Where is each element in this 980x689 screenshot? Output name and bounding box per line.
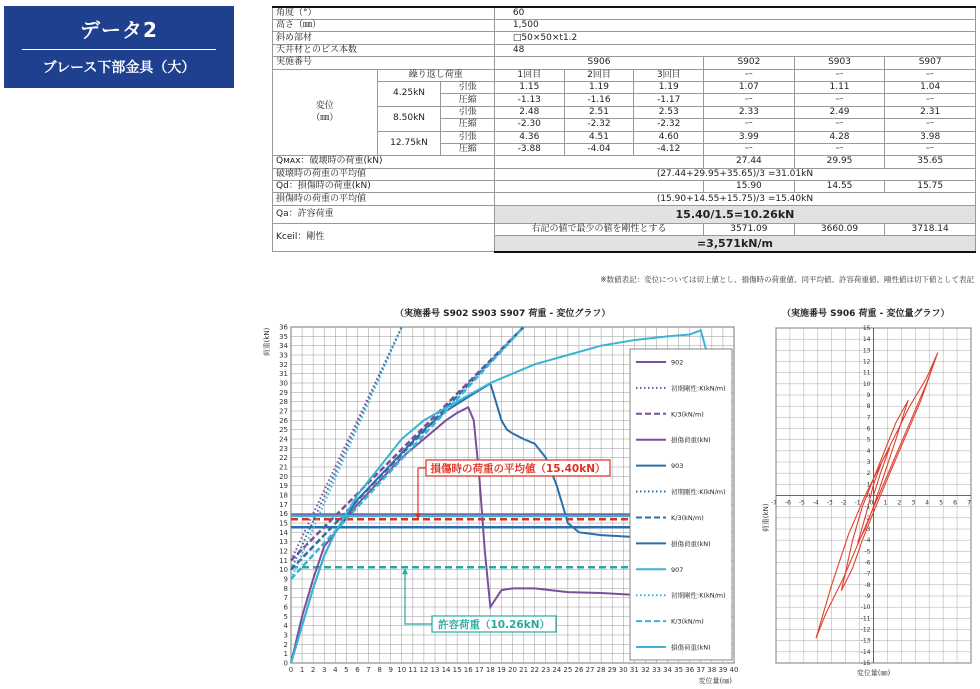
qmax-avg-value: (27.44+29.95+35.65)/3 =31.01kN — [494, 168, 975, 180]
table-cell: ー — [794, 143, 885, 155]
x-tick-label: 38 — [707, 666, 717, 674]
table-cell: ー — [704, 143, 795, 155]
x-tick-label: 30 — [618, 666, 628, 674]
qmax-value: 29.95 — [794, 156, 885, 168]
y-tick-label: 17 — [279, 500, 288, 509]
table-cell: 1.19 — [634, 81, 704, 93]
y-tick-label: 7 — [283, 594, 288, 603]
x-tick-label: 9 — [388, 666, 393, 674]
x-tick-label: 26 — [574, 666, 584, 674]
spec-value: 48 — [494, 44, 975, 56]
y-tick-label: 34 — [279, 342, 288, 351]
y-tick-label: 27 — [279, 407, 288, 416]
table-cell: 3.98 — [885, 131, 976, 143]
y-tick-label: 9 — [866, 392, 871, 399]
y-tick-label: -10 — [860, 604, 871, 612]
table-cell: ー — [794, 69, 885, 81]
qa-value: 15.40/1.5=10.26kN — [494, 205, 975, 223]
y-tick-label: -8 — [864, 581, 871, 589]
x-tick-label: 14 — [441, 666, 451, 674]
x-tick-label: -4 — [812, 499, 819, 507]
x-tick-label: 3 — [321, 666, 327, 674]
y-tick-label: -2 — [864, 514, 871, 522]
legend-entry: K/3(kN/m) — [671, 617, 704, 626]
legend-entry: 初期剛性:K(kN/m) — [671, 591, 726, 600]
table-cell: 3.99 — [704, 131, 795, 143]
annotation-allow-load: 許容荷重（10.26kN） — [438, 619, 550, 631]
x-tick-label: 17 — [474, 666, 484, 674]
round-header: 1回目 — [494, 69, 564, 81]
qd-value: 14.55 — [794, 181, 885, 193]
qd-value: 15.75 — [885, 181, 976, 193]
y-tick-label: 25 — [279, 426, 288, 435]
x-tick-label: 31 — [629, 666, 639, 674]
y-tick-label: 33 — [279, 351, 288, 360]
table-cell: 4.51 — [564, 131, 634, 143]
spec-value: □50×50×t1.2 — [494, 32, 975, 44]
y-tick-label: 1 — [866, 481, 871, 489]
header-s902: S902 — [704, 57, 795, 69]
legend-entry: K/3(kN/m) — [671, 513, 704, 522]
x-tick-label: -3 — [826, 499, 833, 507]
table-cell: ー — [885, 143, 976, 155]
compression-label: 圧縮 — [441, 94, 494, 106]
y-tick-label: 18 — [279, 491, 288, 500]
x-tick-label: 36 — [685, 666, 695, 674]
kceil-value: 3571.09 — [704, 223, 795, 235]
table-cell: 2.48 — [494, 106, 564, 118]
table-cell: 2.51 — [564, 106, 634, 118]
table-cell: 1.04 — [885, 81, 976, 93]
x-tick-label: 5 — [939, 499, 944, 507]
table-cell: 1.15 — [494, 81, 564, 93]
x-tick-label: 33 — [652, 666, 661, 674]
table-cell: -4.12 — [634, 143, 704, 155]
x-tick-label: 22 — [530, 666, 540, 674]
qmax-value: 27.44 — [704, 156, 795, 168]
y-tick-label: 6 — [283, 603, 288, 612]
legend-entry: 902 — [671, 358, 684, 367]
spec-value: 1,500 — [494, 20, 975, 32]
y-tick-label: 15 — [279, 519, 288, 528]
x-tick-label: 27 — [585, 666, 595, 674]
x-tick-label: 23 — [541, 666, 551, 674]
qa-label: Qa：許容荷重 — [273, 205, 495, 223]
x-tick-label: 25 — [563, 666, 573, 674]
legend-entry: 初期剛性:K(kN/m) — [671, 488, 726, 497]
x-tick-label: 6 — [355, 666, 360, 674]
tension-label: 引張 — [441, 131, 494, 143]
x-tick-label: 2 — [897, 499, 902, 507]
legend-entry: 初期剛性:K(kN/m) — [671, 384, 726, 393]
x-tick-label: 21 — [519, 666, 529, 674]
legend-entry: 損傷荷重(kN) — [671, 539, 711, 548]
y-tick-label: 23 — [279, 444, 288, 453]
x-tick-label: 40 — [729, 666, 739, 674]
y-tick-label: 30 — [279, 379, 288, 388]
spec-label: 角度（°） — [273, 7, 495, 20]
tension-label: 引張 — [441, 81, 494, 93]
y-tick-label: 2 — [866, 470, 871, 478]
badge-subtitle: ブレース下部金具（大） — [42, 60, 196, 76]
table-cell: -1.16 — [564, 94, 634, 106]
kceil-label: Kceil：剛性 — [273, 223, 495, 251]
y-tick-label: 11 — [862, 369, 871, 377]
x-tick-label: 19 — [496, 666, 506, 674]
test-id-label: 実施番号 — [273, 57, 495, 69]
spec-label: 高さ（㎜） — [273, 20, 495, 32]
table-cell: -3.88 — [494, 143, 564, 155]
x-tick-label: 32 — [640, 666, 650, 674]
x-tick-label: 7 — [366, 666, 371, 674]
kceil-value: 3718.14 — [885, 223, 976, 235]
x-tick-label: -7 — [771, 499, 777, 507]
y-tick-label: 20 — [279, 472, 288, 481]
table-cell: ー — [794, 119, 885, 131]
table-cell: ー — [704, 69, 795, 81]
y-tick-label: 5 — [866, 436, 871, 444]
header-s903: S903 — [794, 57, 885, 69]
x-tick-label: 1 — [299, 666, 305, 674]
qd-value: 15.90 — [704, 181, 795, 193]
y-tick-label: 21 — [279, 463, 288, 472]
table-cell: 4.60 — [634, 131, 704, 143]
y-tick-label: 4 — [866, 447, 871, 455]
y-tick-label: 13 — [279, 538, 288, 547]
y-tick-label: 8 — [866, 403, 871, 411]
table-cell: 1.11 — [794, 81, 885, 93]
y-tick-label: -6 — [864, 559, 871, 567]
y-tick-label: -3 — [864, 526, 871, 533]
y-tick-label: 35 — [279, 332, 288, 341]
y-tick-label: -5 — [864, 548, 871, 556]
x-tick-label: 8 — [377, 666, 382, 674]
qmax-avg-label: 破壊時の荷重の平均値 — [273, 168, 495, 180]
x-tick-label: 35 — [674, 666, 684, 674]
round-header: 2回目 — [564, 69, 634, 81]
spec-label: 斜め部材 — [273, 32, 495, 44]
x-tick-label: 15 — [452, 666, 462, 674]
x-tick-label: 0 — [869, 499, 874, 507]
y-tick-label: 22 — [279, 454, 288, 463]
y-tick-label: 0 — [283, 659, 288, 668]
y-tick-label: 19 — [279, 482, 288, 491]
x-tick-label: 7 — [967, 499, 971, 507]
y-tick-label: 32 — [279, 360, 288, 369]
y-tick-label: 4 — [283, 622, 288, 631]
y-tick-label: 8 — [283, 584, 288, 593]
x-tick-label: 37 — [696, 666, 706, 674]
legend-entry: 907 — [671, 565, 684, 574]
y-tick-label: 36 — [279, 323, 288, 332]
table-cell: ー — [885, 119, 976, 131]
table-cell: -2.32 — [634, 119, 704, 131]
kceil-result: =3,571kN/m — [494, 236, 975, 252]
x-tick-label: 34 — [663, 666, 673, 674]
y-tick-label: 11 — [279, 556, 288, 565]
y-tick-label: 12 — [279, 547, 288, 556]
table-cell: 2.33 — [704, 106, 795, 118]
table-cell: 4.36 — [494, 131, 564, 143]
table-cell: 4.28 — [794, 131, 885, 143]
x-tick-label: -2 — [840, 499, 847, 507]
y-tick-label: 6 — [866, 425, 871, 433]
compression-label: 圧縮 — [441, 119, 494, 131]
y-tick-label: -11 — [860, 615, 871, 623]
annotation-damage-avg: 損傷時の荷重の平均値（15.40kN） — [430, 463, 606, 475]
x-tick-label: 39 — [718, 666, 728, 674]
displacement-unit: （㎜） — [311, 113, 339, 124]
spec-value: 60 — [494, 7, 975, 20]
x-tick-label: 16 — [463, 666, 473, 674]
y-tick-label: 14 — [862, 336, 871, 344]
y-tick-label: -14 — [860, 648, 871, 656]
y-tick-label: -7 — [864, 570, 871, 578]
x-tick-label: 3 — [911, 499, 916, 507]
x-tick-label: 20 — [508, 666, 517, 674]
table-cell: 2.53 — [634, 106, 704, 118]
chart-main-title: （実施番号 S902 S903 S907 荷重 - 変位グラフ） — [395, 309, 611, 319]
badge-title: データ2 — [80, 18, 158, 42]
legend-box — [630, 349, 732, 660]
table-cell: ー — [794, 94, 885, 106]
table-cell: ー — [704, 119, 795, 131]
y-tick-label: -12 — [860, 626, 871, 634]
y-tick-label: 13 — [862, 347, 871, 355]
x-tick-label: 29 — [607, 666, 617, 674]
y-tick-label: 12 — [862, 358, 871, 366]
table-cell: 1.19 — [564, 81, 634, 93]
table-cell: -1.13 — [494, 94, 564, 106]
table-cell: -4.04 — [564, 143, 634, 155]
tension-label: 引張 — [441, 106, 494, 118]
header-s906: S906 — [494, 57, 703, 69]
y-tick-label: 16 — [279, 510, 288, 519]
x-tick-label: -1 — [854, 499, 861, 507]
x-axis-label: 変位量(㎜) — [698, 677, 732, 685]
qd-label: Qd：損傷時の荷重(kN) — [273, 181, 495, 193]
table-cell: ー — [704, 94, 795, 106]
x-tick-label: 4 — [925, 499, 930, 507]
legend-entry: 損傷荷重(kN) — [671, 436, 711, 445]
x-tick-label: -5 — [798, 499, 805, 507]
chart-s906-title: （実施番号 S906 荷重 - 変位量グラフ） — [782, 309, 950, 319]
y-tick-label: 28 — [279, 398, 288, 407]
x-tick-label: 2 — [310, 666, 316, 674]
y-tick-label: -13 — [860, 637, 871, 645]
x-axis-label: 変位量(㎜) — [856, 669, 891, 677]
x-tick-label: 5 — [344, 666, 349, 674]
x-tick-label: 28 — [596, 666, 606, 674]
load-level: 4.25kN — [377, 81, 441, 106]
load-level: 8.50kN — [377, 106, 441, 131]
x-tick-label: 11 — [408, 666, 418, 674]
y-tick-label: 10 — [862, 380, 871, 388]
kceil-desc: 右記の値で最少の値を剛性とする — [494, 223, 703, 235]
spec-label: 天井材とのビス本数 — [273, 44, 495, 56]
table-cell: -1.17 — [634, 94, 704, 106]
y-tick-label: 7 — [866, 414, 871, 422]
qmax-value: 35.65 — [885, 156, 976, 168]
y-tick-label: 14 — [279, 528, 288, 537]
y-tick-label: 2 — [283, 640, 288, 649]
legend-entry: K/3(kN/m) — [671, 410, 704, 419]
y-tick-label: 3 — [866, 459, 871, 466]
qmax-label: Qᴍᴀx：破壊時の荷重(kN) — [273, 156, 495, 168]
x-tick-label: -6 — [784, 499, 791, 507]
x-tick-label: 6 — [953, 499, 957, 507]
x-tick-label: 24 — [552, 666, 562, 674]
y-tick-label: 0 — [866, 492, 871, 500]
y-tick-label: 10 — [279, 566, 288, 575]
y-tick-label: -15 — [860, 660, 871, 667]
y-tick-label: 1 — [283, 650, 288, 659]
y-tick-label: 29 — [279, 388, 288, 397]
footnote: ※数値表記：変位については切上値とし、損傷時の荷重値、同平均値、許容荷重値、剛性値は切下値として表記 — [600, 275, 974, 284]
x-tick-label: 0 — [288, 666, 294, 674]
table-cell: 2.49 — [794, 106, 885, 118]
table-cell: -2.30 — [494, 119, 564, 131]
load-level: 12.75kN — [377, 131, 441, 156]
header-s907: S907 — [885, 57, 976, 69]
y-tick-label: -4 — [864, 537, 871, 545]
y-axis-label: 荷重(kN) — [263, 327, 271, 357]
y-tick-label: 3 — [283, 631, 288, 640]
table-cell: -2.32 — [564, 119, 634, 131]
kceil-value: 3660.09 — [794, 223, 885, 235]
legend-entry: 903 — [671, 462, 684, 471]
repeat-load-label: 繰り返し荷重 — [377, 69, 494, 81]
x-tick-label: 4 — [333, 666, 338, 674]
x-tick-label: 12 — [419, 666, 429, 674]
x-tick-label: 13 — [430, 666, 440, 674]
y-tick-label: -9 — [864, 593, 871, 600]
y-tick-label: 26 — [279, 416, 288, 425]
qd-avg-label: 損傷時の荷重の平均値 — [273, 193, 495, 205]
table-cell: ー — [885, 94, 976, 106]
x-tick-label: 18 — [485, 666, 495, 674]
y-tick-label: 9 — [283, 575, 288, 584]
round-header: 3回目 — [634, 69, 704, 81]
table-cell: 2.31 — [885, 106, 976, 118]
y-tick-label: 31 — [279, 370, 288, 379]
table-cell: 1.07 — [704, 81, 795, 93]
legend-entry: 損傷荷重(kN) — [671, 643, 711, 652]
qd-avg-value: (15.90+14.55+15.75)/3 =15.40kN — [494, 193, 975, 205]
y-tick-label: 24 — [279, 435, 288, 444]
displacement-label-text: 変位 — [315, 101, 334, 112]
y-tick-label: 15 — [862, 325, 871, 332]
x-tick-label: 1 — [883, 499, 888, 507]
y-tick-label: -1 — [864, 503, 871, 511]
y-axis-label: 荷重(kN) — [762, 503, 770, 533]
y-tick-label: 5 — [283, 612, 288, 621]
compression-label: 圧縮 — [441, 143, 494, 155]
table-cell: ー — [885, 69, 976, 81]
x-tick-label: 10 — [397, 666, 407, 674]
